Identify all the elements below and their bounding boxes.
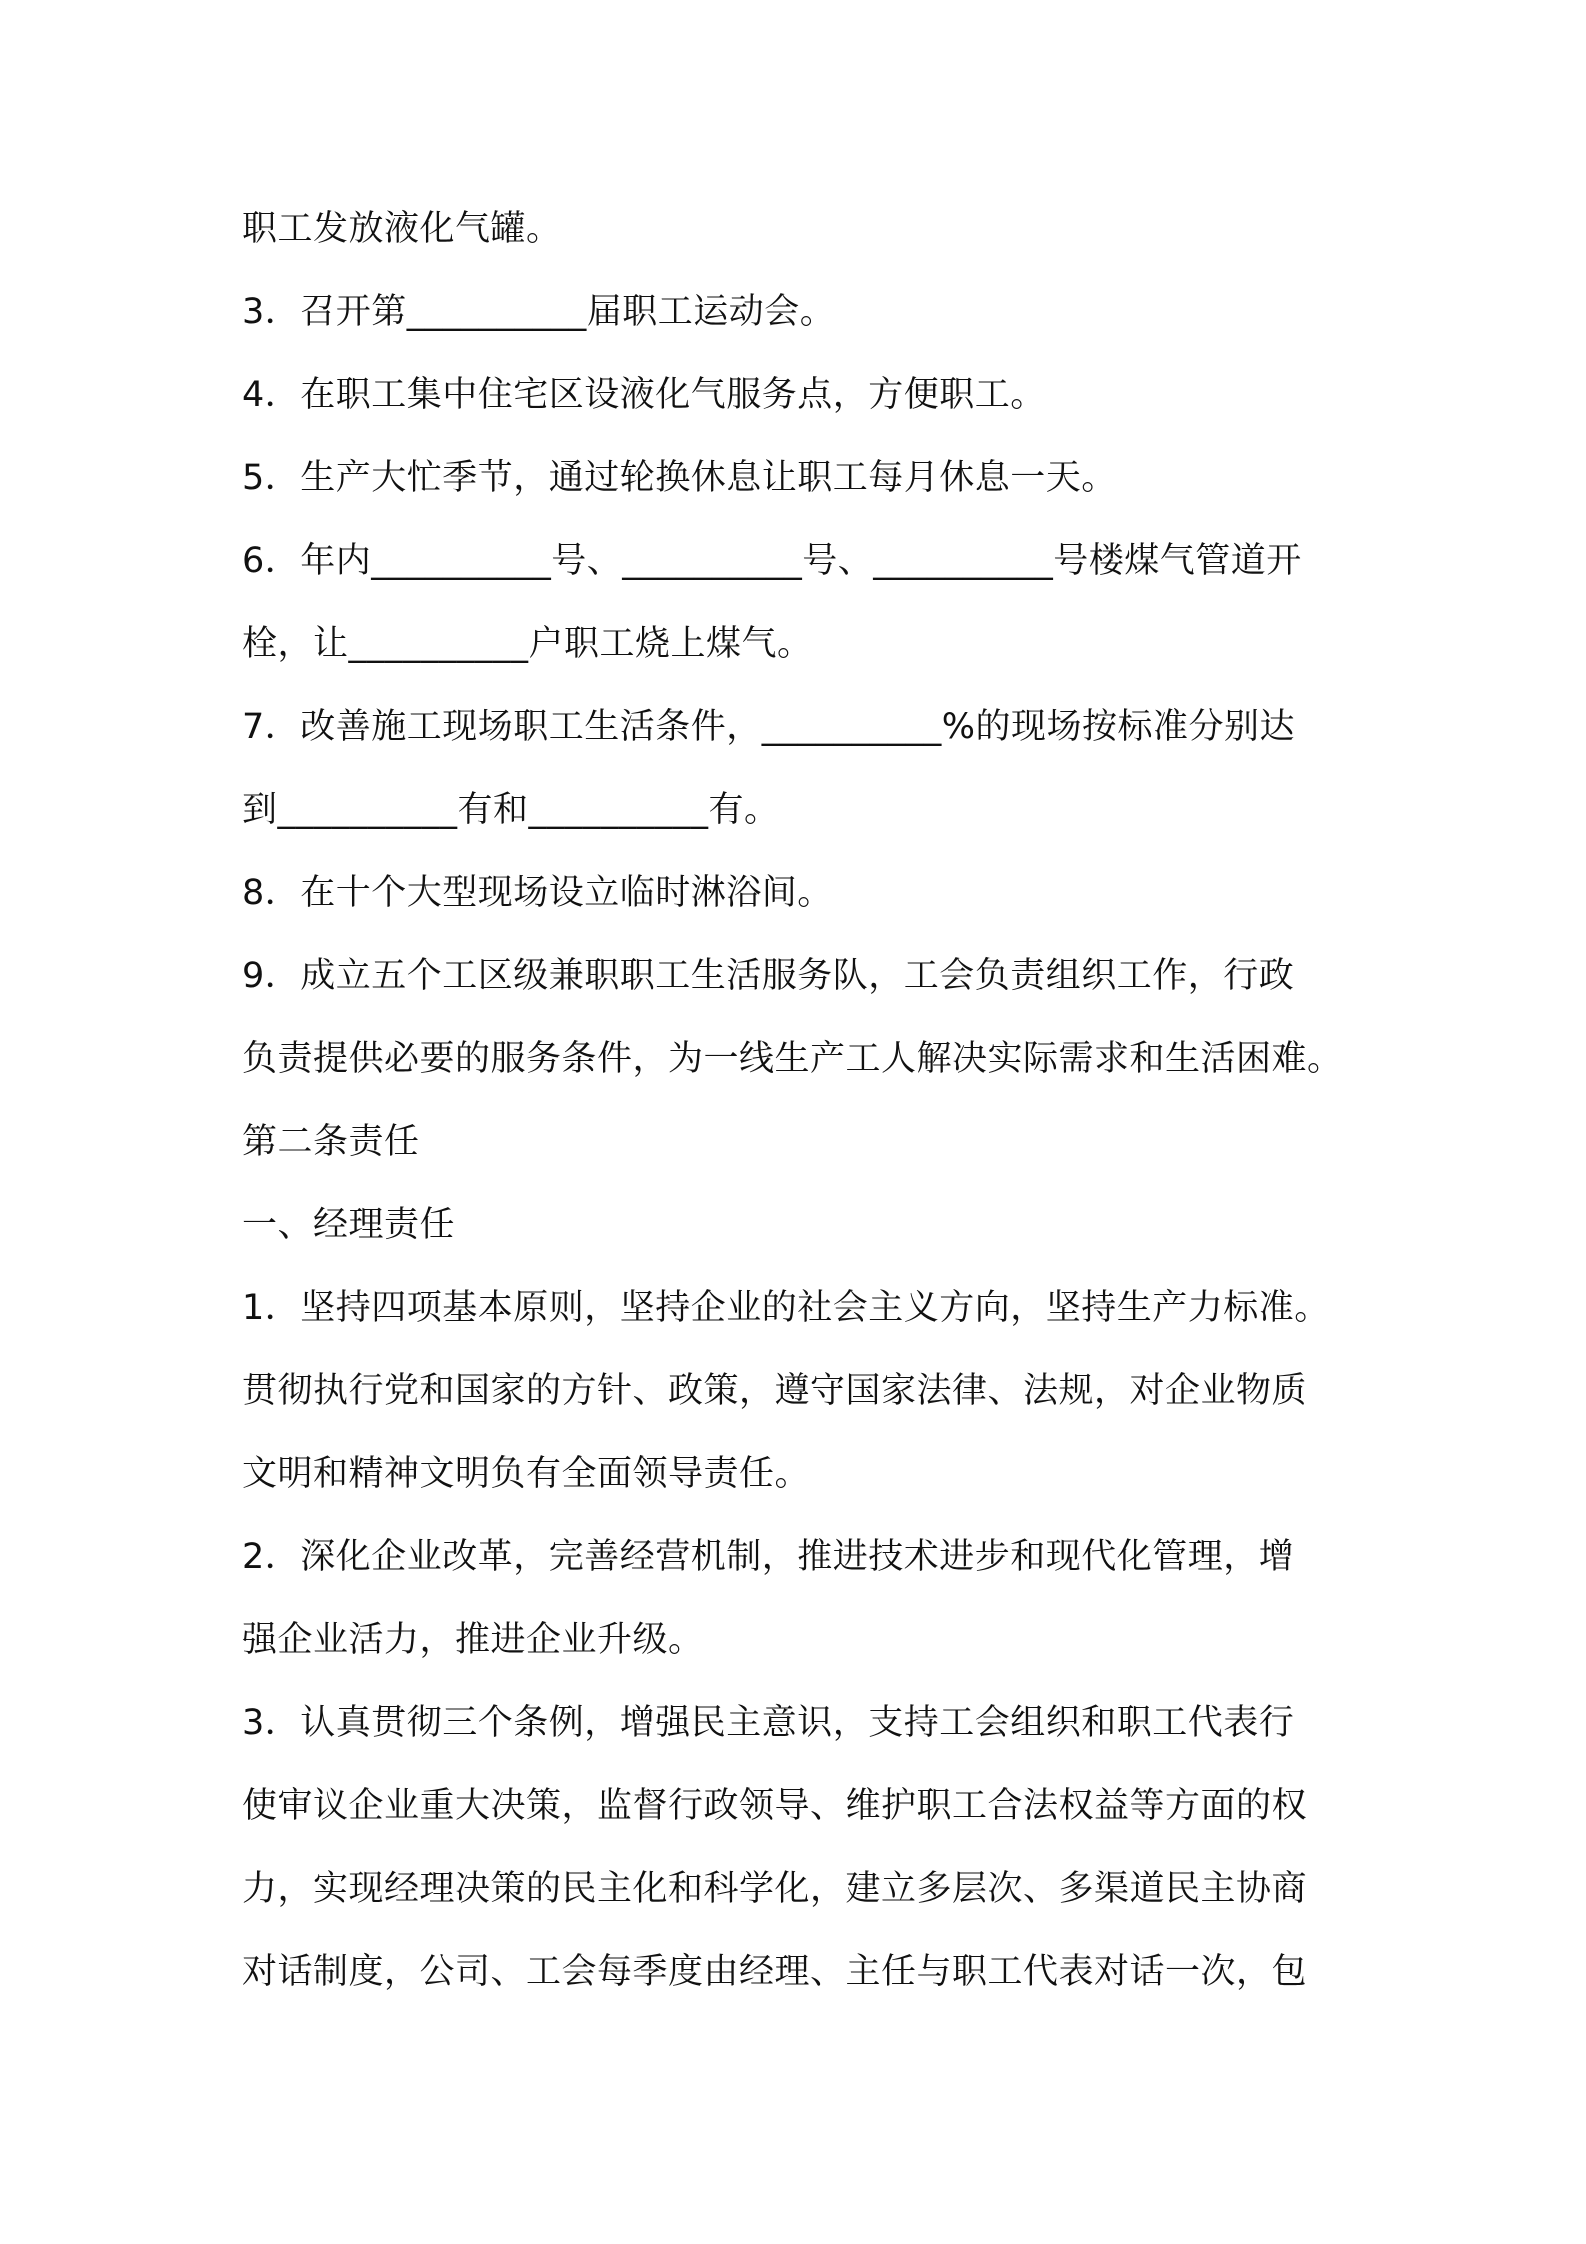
subsection-heading-manager: 一、经理责任 [242, 1205, 456, 1245]
item-8: 8．在十个大型现场设立临时淋浴间。 [242, 873, 833, 913]
item-7: 7．改善施工现场职工生活条件，__________%的现场按标准分别达 [242, 707, 1296, 747]
item-6: 6．年内__________号、__________号、__________号楼煤气管道开 [242, 541, 1302, 581]
item-5: 5．生产大忙季节，通过轮换休息让职工每月休息一天。 [242, 458, 1117, 498]
item-6-cont: 栓，让__________户职工烧上煤气。 [242, 624, 813, 664]
item-9-cont: 负责提供必要的服务条件，为一线生产工人解决实际需求和生活困难。 [242, 1039, 1343, 1079]
section-heading-responsibility: 第二条责任 [242, 1122, 420, 1162]
duty-3-cont: 使审议企业重大决策，监督行政领导、维护职工合法权益等方面的权 [242, 1786, 1308, 1826]
text-line-1: 职工发放液化气罐。 [242, 209, 562, 249]
duty-3-cont: 对话制度，公司、工会每季度由经理、主任与职工代表对话一次，包 [242, 1952, 1308, 1992]
duty-1-cont: 贯彻执行党和国家的方针、政策，遵守国家法律、法规，对企业物质 [242, 1371, 1308, 1411]
duty-3: 3．认真贯彻三个条例，增强民主意识，支持工会组织和职工代表行 [242, 1703, 1295, 1743]
duty-1-cont: 文明和精神文明负有全面领导责任。 [242, 1454, 811, 1494]
item-4: 4．在职工集中住宅区设液化气服务点，方便职工。 [242, 375, 1046, 415]
item-3: 3．召开第__________届职工运动会。 [242, 292, 836, 332]
duty-2: 2．深化企业改革，完善经营机制，推进技术进步和现代化管理，增 [242, 1537, 1295, 1577]
duty-2-cont: 强企业活力，推进企业升级。 [242, 1620, 704, 1660]
duty-1: 1．坚持四项基本原则，坚持企业的社会主义方向，坚持生产力标准。 [242, 1288, 1330, 1328]
item-9: 9．成立五个工区级兼职职工生活服务队，工会负责组织工作，行政 [242, 956, 1295, 996]
item-7-cont: 到__________有和__________有。 [242, 790, 780, 830]
duty-3-cont: 力，实现经理决策的民主化和科学化，建立多层次、多渠道民主协商 [242, 1869, 1308, 1909]
